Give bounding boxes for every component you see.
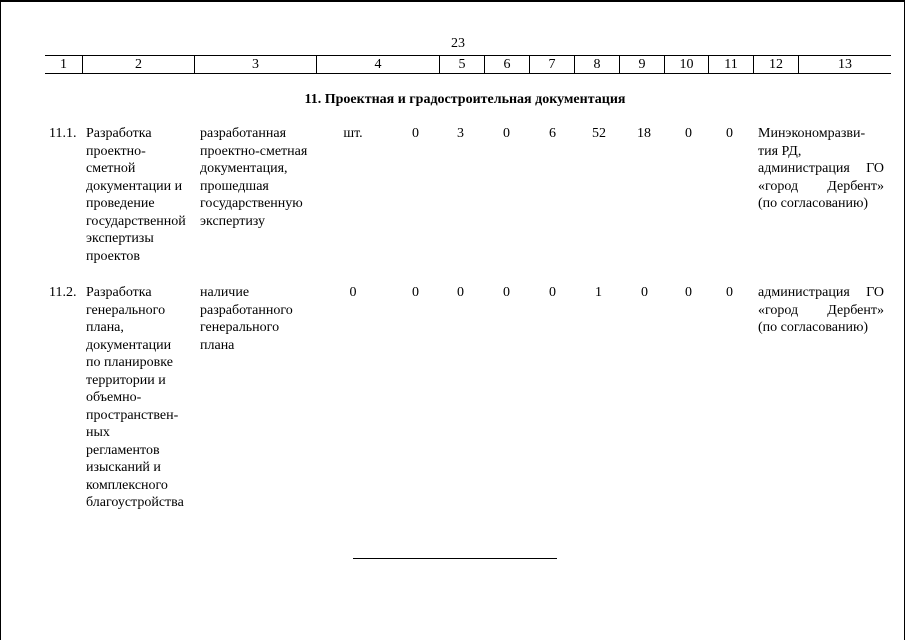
column-number: 7 — [529, 56, 574, 73]
activity-line: плана, — [86, 320, 124, 335]
responsible-line: «город Дербент» — [758, 178, 884, 194]
indicator-description — [200, 284, 330, 354]
activity-line: пространствен- — [86, 407, 179, 423]
value-cell: 6 — [549, 126, 556, 141]
activity-description — [86, 284, 196, 512]
activity-line: регламентов — [86, 442, 160, 458]
column-number: 13 — [798, 56, 891, 73]
indicator-line: документация, — [200, 161, 288, 176]
row-number: 11.1. — [49, 126, 77, 141]
value-cell: 0 — [549, 285, 556, 300]
value-cell: 18 — [637, 126, 651, 141]
page-border-top — [0, 0, 905, 2]
closing-rule — [353, 558, 557, 559]
activity-line: ных — [86, 425, 110, 440]
value-cell: 0 — [726, 126, 733, 141]
activity-line: комплексного — [86, 477, 168, 493]
column-number: 8 — [574, 56, 619, 73]
indicator-line: наличие — [200, 285, 250, 300]
activity-line: благоустройства — [86, 495, 184, 510]
responsible-line: «город Дербент» — [758, 302, 884, 318]
responsible-line: администрация ГО — [758, 285, 884, 300]
column-number: 3 — [194, 56, 316, 73]
column-number: 6 — [484, 56, 529, 73]
column-number: 12 — [753, 56, 798, 73]
activity-line: Разработка — [86, 285, 152, 300]
column-number: 1 — [60, 57, 67, 72]
activity-line: изысканий и — [86, 460, 161, 475]
activity-line: территории и — [86, 372, 166, 388]
indicator-line: плана — [200, 337, 235, 353]
responsible-line: (по согласованию) — [758, 320, 869, 335]
activity-description — [86, 125, 196, 265]
activity-line: государственной — [86, 213, 186, 229]
column-number: 11 — [708, 56, 753, 73]
responsible-party — [758, 125, 884, 213]
activity-line: проведение — [86, 196, 155, 211]
activity-line: проектно- — [86, 143, 146, 159]
column-number: 9 — [619, 56, 664, 73]
indicator-line: разработанная — [200, 126, 287, 141]
value-cell: 3 — [457, 126, 464, 141]
column-number: 4 — [316, 56, 439, 73]
activity-line: документации и — [86, 178, 183, 194]
row-number: 11.2. — [49, 285, 77, 300]
value-cell: 0 — [457, 285, 464, 300]
section-title: 11. Проектная и градостроительная документация — [304, 92, 626, 107]
activity-line: генерального — [86, 302, 166, 318]
value-cell: 52 — [592, 126, 606, 141]
indicator-line: государственную — [200, 196, 303, 211]
unit-of-measure: шт. — [343, 126, 363, 141]
column-number: 5 — [439, 56, 484, 73]
value-cell: 0 — [503, 126, 510, 141]
responsible-line: тия РД, — [758, 143, 802, 159]
indicator-line: экспертизу — [200, 213, 266, 229]
value-cell: 0 — [503, 285, 510, 300]
activity-line: проектов — [86, 248, 141, 264]
page-number: 23 — [451, 36, 465, 51]
activity-line: по планировке — [86, 355, 173, 370]
value-cell: 0 — [685, 285, 692, 300]
value-cell: 0 — [685, 126, 692, 141]
responsible-line: администрация ГО — [758, 161, 884, 176]
column-number: 2 — [82, 56, 194, 73]
responsible-party — [758, 284, 884, 337]
column-number-header — [45, 55, 891, 74]
value-cell: 0 — [412, 285, 419, 300]
activity-line: документации — [86, 337, 172, 353]
responsible-line: (по согласованию) — [758, 196, 869, 211]
value-cell: 0 — [726, 285, 733, 300]
indicator-line: генерального — [200, 320, 280, 335]
indicator-line: проектно-сметная — [200, 143, 308, 159]
activity-line: объемно- — [86, 390, 142, 405]
activity-line: Разработка — [86, 126, 152, 141]
value-cell: 1 — [595, 285, 602, 300]
page-border-left — [0, 0, 1, 640]
indicator-line: разработанного — [200, 302, 293, 318]
activity-line: сметной — [86, 161, 136, 176]
activity-line: экспертизы — [86, 231, 154, 246]
indicator-line: прошедшая — [200, 178, 269, 194]
value-cell: 0 — [412, 126, 419, 141]
value-cell: 0 — [641, 285, 648, 300]
column-number: 10 — [664, 56, 708, 73]
unit-of-measure: 0 — [349, 285, 357, 300]
responsible-line: Минэкономразви- — [758, 126, 866, 141]
indicator-description — [200, 125, 330, 230]
